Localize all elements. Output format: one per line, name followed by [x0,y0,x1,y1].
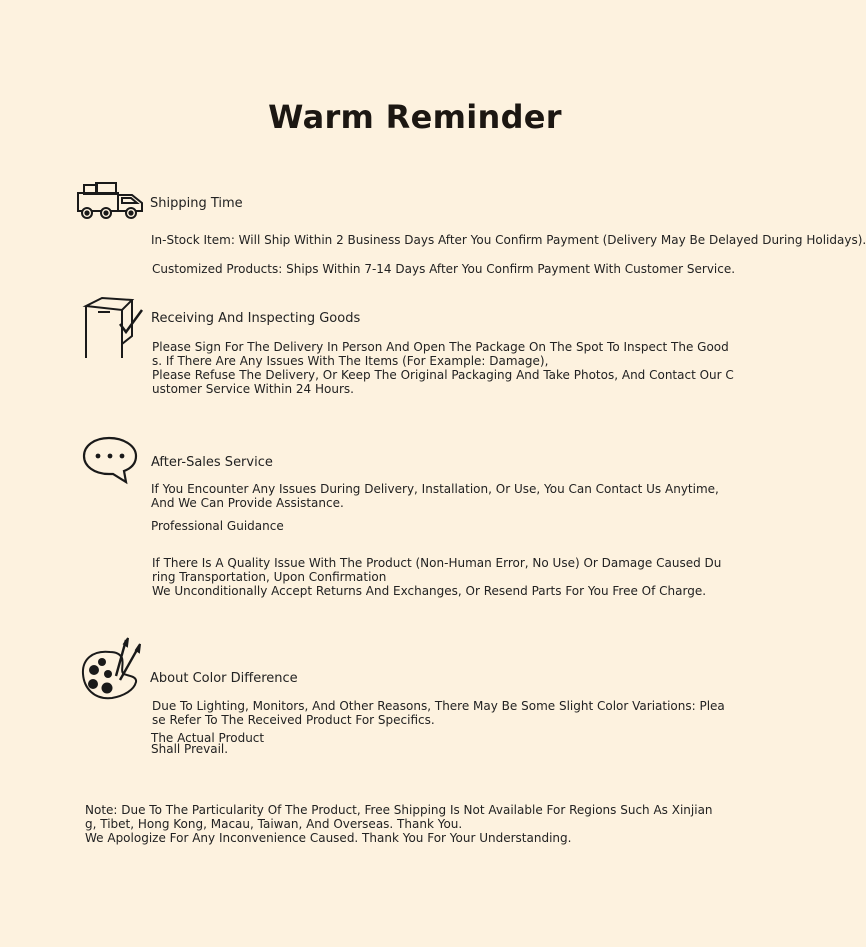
shipping-instock-text: In-Stock Item: Will Ship Within 2 Business Days After You Confirm Payment (Delivery May Be Delayed During Holidays). [151,233,866,247]
aftersales-contact-text: If You Encounter Any Issues During Delivery, Installation, Or Use, You Can Contact Us Anytime, And We Can Provide Assistance. [151,482,723,510]
receiving-text: Please Sign For The Delivery In Person And Open The Package On The Spot To Inspect The Goods. If There Are Any Issues With The Items (For Example: Damage), Please Refuse The Delivery, Or Keep The Original Packaging And Take Photos, And Contact Our Customer Service Within 24 Hours. [152,340,734,396]
aftersales-heading: After-Sales Service [151,455,273,470]
palette-icon [80,636,146,702]
box-icon [82,296,146,362]
aftersales-guidance-text: Professional Guidance [151,519,284,533]
color-text: Due To Lighting, Monitors, And Other Reasons, There May Be Some Slight Color Variations: Please Refer To The Received Product For Specifics. [152,699,725,727]
color-prevail-line-2: Shall Prevail. [151,742,229,756]
shipping-custom-text: Customized Products: Ships Within 7-14 Days After You Confirm Payment With Customer Service. [152,262,736,276]
aftersales-quality-text: If There Is A Quality Issue With The Product (Non-Human Error, No Use) Or Damage Caused During Transportation, Upon Confirmation We Unconditionally Accept Returns And Exchanges, Or Resend Parts For You Free Of Charge. [152,556,722,598]
truck-icon [76,181,148,223]
speech-bubble-icon [82,436,140,484]
page-title: Warm Reminder [268,98,562,136]
receiving-heading: Receiving And Inspecting Goods [151,311,361,326]
color-heading: About Color Difference [150,671,298,686]
shipping-heading: Shipping Time [150,196,243,211]
footer-note: Note: Due To The Particularity Of The Product, Free Shipping Is Not Available For Regions Such As Xinjiang, Tibet, Hong Kong, Macau, Taiwan, And Overseas. Thank You. We Apologize For Any Inconvenience Caused. Thank You For Your Understanding. [85,803,713,845]
color-prevail-line-1: The Actual Product [151,731,265,745]
